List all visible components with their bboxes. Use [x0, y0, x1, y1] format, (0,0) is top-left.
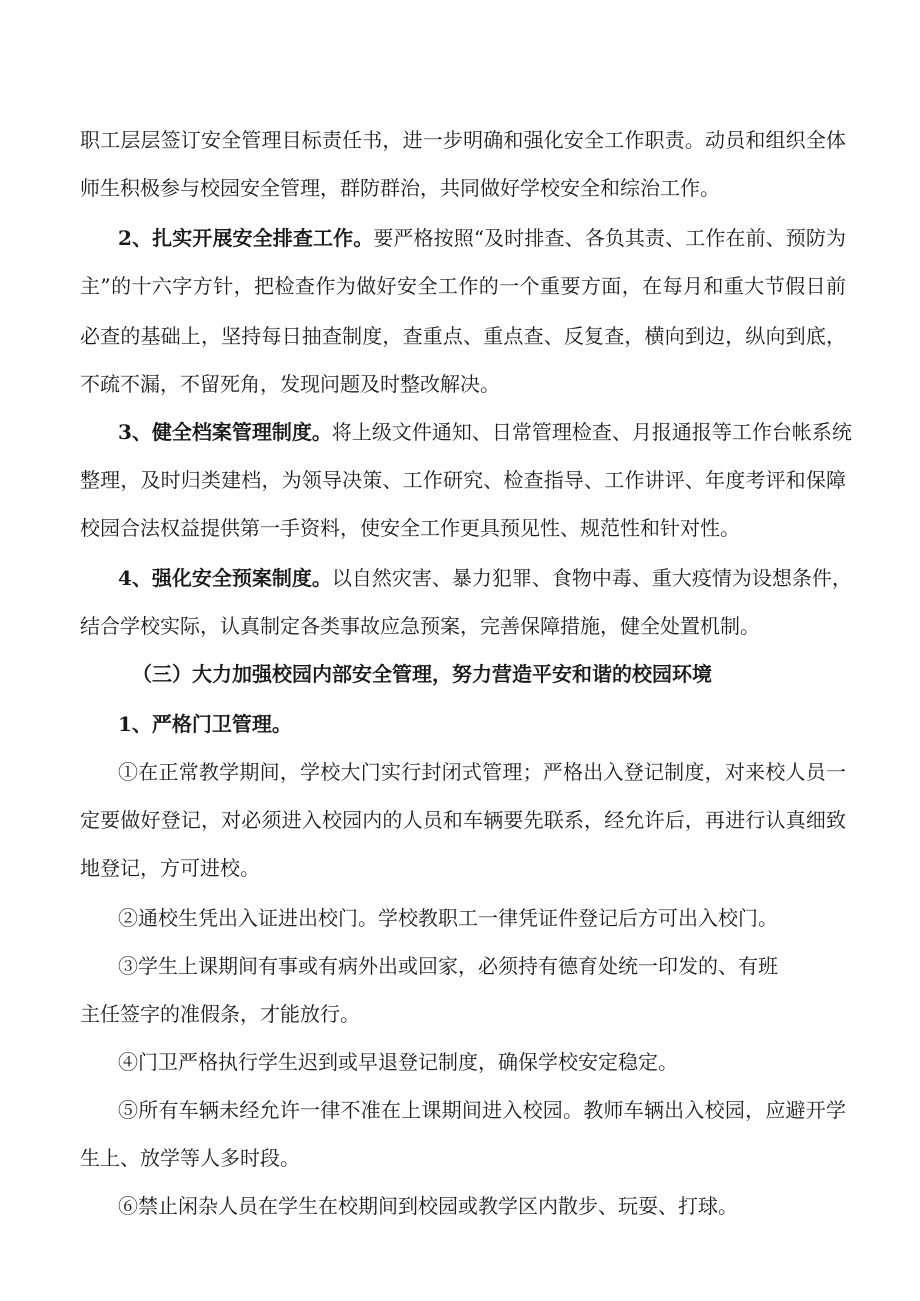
- text-line: 定要做好登记，对必须进入校园内的人员和车辆要先联系，经允许后，再进行认真细致: [80, 808, 846, 832]
- text-line: 以自然灾害、暴力犯罪、食物中毒、重大疫情为设想条件，: [331, 566, 852, 590]
- paragraph-item-4: [118, 564, 852, 592]
- rule-item: ①在正常教学期间，学校大门实行封闭式管理；严格出入登记制度，对来校人员一: [118, 760, 846, 784]
- text-line: 结合学校实际，认真制定各类事故应急预案，完善保障措施，健全处置机制。: [80, 614, 760, 638]
- text-line: 地登记，方可进校。: [80, 856, 260, 880]
- rule-item: ②通校生凭出入证进出校门。学校教职工一律凭证件登记后方可出入校门。: [118, 906, 778, 930]
- rule-item: ⑥禁止闲杂人员在学生在校期间到校园或教学区内散步、玩耍、打球。: [118, 1194, 738, 1218]
- paragraph-title: 4、强化安全预案制度。: [118, 566, 332, 590]
- paragraph-title: 2、扎实开展安全排查工作。: [118, 226, 374, 250]
- text-line: 主任签字的准假条，才能放行。: [80, 1002, 360, 1026]
- paragraph-item-3: [118, 418, 852, 446]
- rule-item: ④门卫严格执行学生迟到或早退登记制度，确保学校安定稳定。: [118, 1050, 678, 1074]
- text-line: 生上、放学等人多时段。: [80, 1146, 300, 1170]
- text-line: 职工层层签订安全管理目标责任书，进一步明确和强化安全工作职责。动员和组织全体: [80, 128, 846, 152]
- section-heading: （三）大力加强校园内部安全管理，努力营造平安和谐的校园环境: [132, 662, 712, 686]
- text-line: 主”的十六字方针，把检查作为做好安全工作的一个重要方面，在每月和重大节假日前: [80, 274, 846, 298]
- text-line: 整理，及时归类建档，为领导决策、工作研究、检查指导、工作讲评、年度考评和保障: [80, 468, 846, 492]
- paragraph-title: 1、严格门卫管理。: [118, 712, 292, 736]
- text-line: 将上级文件通知、日常管理检查、月报通报等工作台帐系统: [331, 420, 852, 444]
- text-line: 校园合法权益提供第一手资料，使安全工作更具预见性、规范性和针对性。: [80, 516, 740, 540]
- text-line: 要严格按照“及时排查、各负其责、工作在前、预防为: [373, 226, 846, 250]
- rule-item: ③学生上课期间有事或有病外出或回家，必须持有德育处统一印发的、有班: [118, 954, 778, 978]
- paragraph-item-2: [118, 224, 846, 252]
- text-line: 不疏不漏，不留死角，发现问题及时整改解决。: [80, 372, 500, 396]
- paragraph-title: 3、健全档案管理制度。: [118, 420, 332, 444]
- text-line: 师生积极参与校园安全管理，群防群治，共同做好学校安全和综治工作。: [80, 176, 720, 200]
- rule-item: ⑤所有车辆未经允许一律不准在上课期间进入校园。教师车辆出入校园，应避开学: [118, 1098, 846, 1122]
- text-line: 必查的基础上，坚持每日抽查制度，查重点、重点查、反复查，横向到边，纵向到底，: [80, 324, 846, 348]
- paragraph-item-1: [118, 710, 292, 738]
